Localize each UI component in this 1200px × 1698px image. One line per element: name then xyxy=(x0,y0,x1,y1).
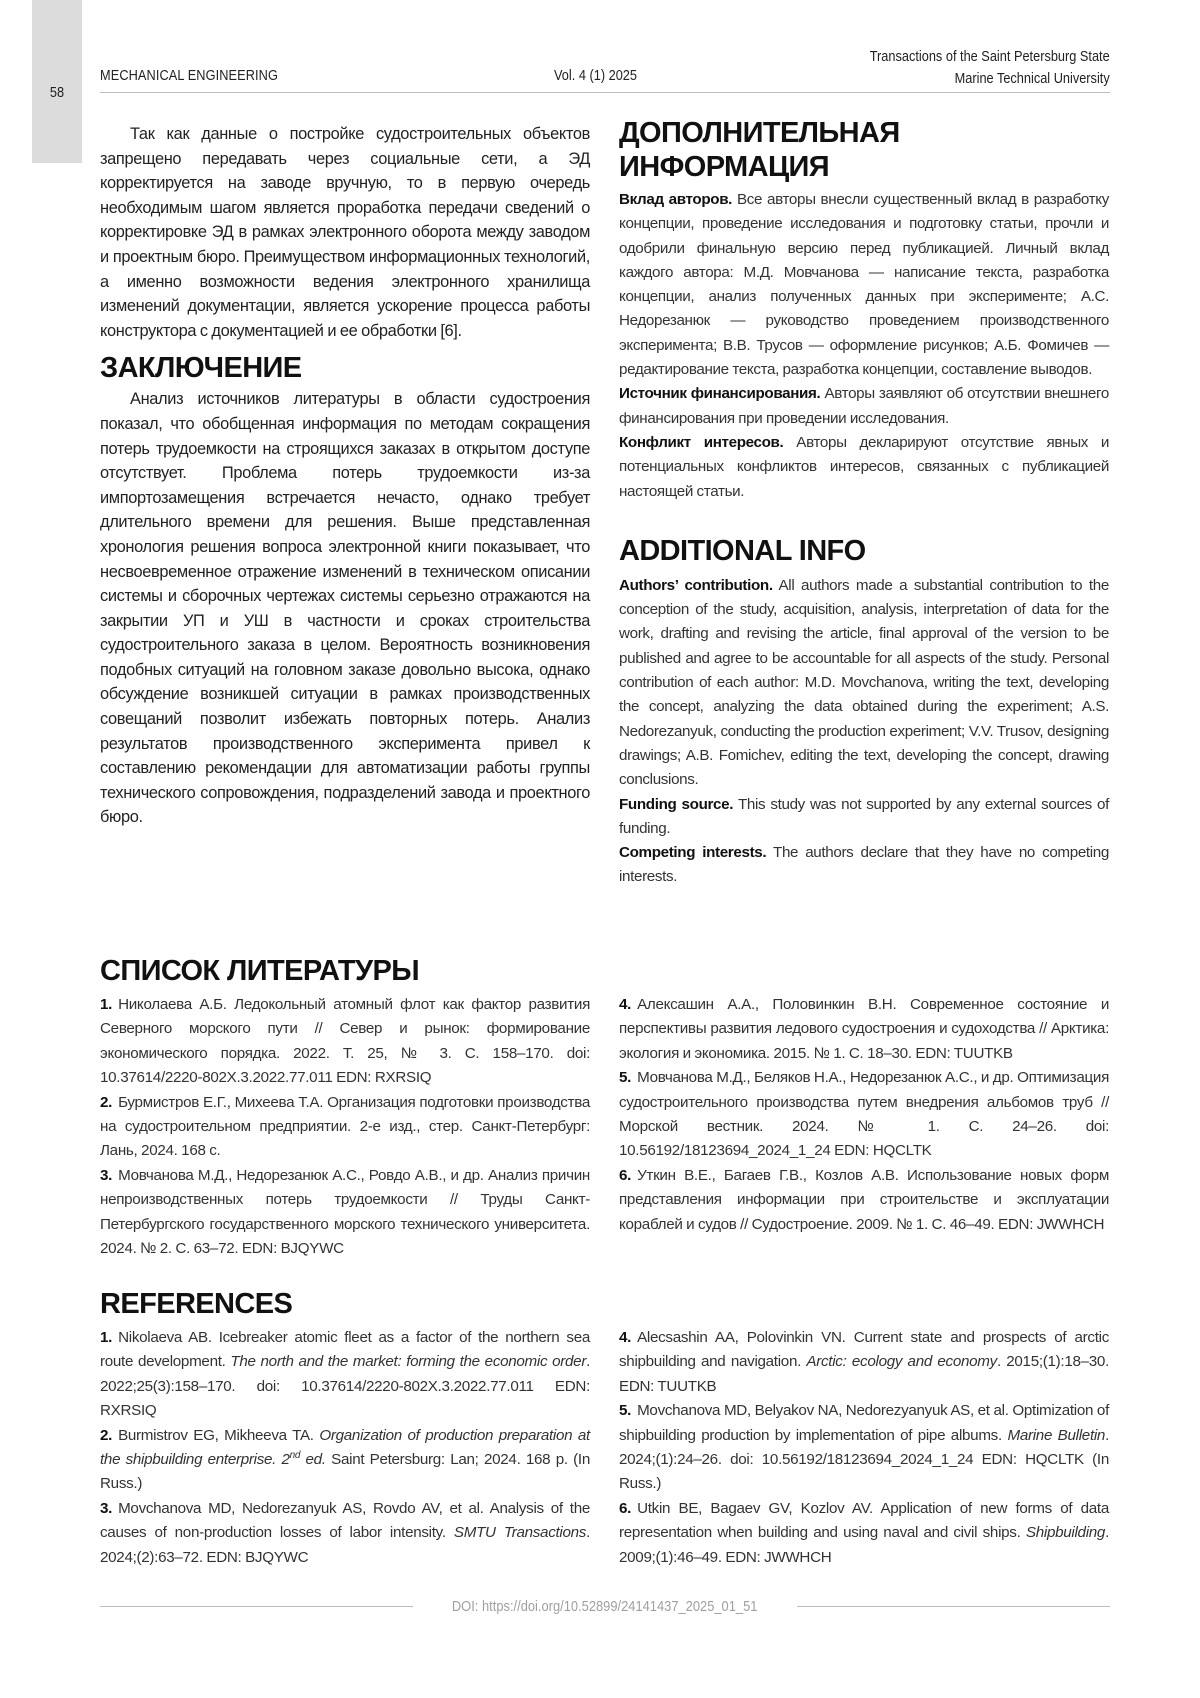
reference-text: Мовчанова М.Д., Недорезанюк А.С., Ровдо А.В., и др. Анализ причин непроизводственных потерь трудоемкости // Труды Санкт-Петербургского государственного морского технического университета. 2024. № 2. С. 63–72. EDN: BJQYWC xyxy=(100,1166,590,1258)
reference-details: Saint Petersburg: Lan; 2024. 168 p. (In Russ.) xyxy=(100,1451,590,1493)
reference-details: . 2024;(1):24–26. doi: 10.56192/18123694_2024_1_24 EDN: HQCLTK (In Russ.) xyxy=(619,1426,1109,1493)
footer-rule-left xyxy=(100,1606,413,1607)
additional-info-en xyxy=(619,574,1109,890)
reference-number: 5. xyxy=(619,1069,632,1087)
reference-details: . 2024;(2):63–72. EDN: BJQYWC xyxy=(100,1524,590,1566)
reference-superscript: nd xyxy=(289,1449,301,1461)
reference-number: 5. xyxy=(619,1402,632,1420)
info-text: Все авторы внесли существенный вклад в разработку концепции, проведение исследования и подготовку статьи, прочли и одобрили финальную версию перед публикацией. Личный вклад каждого автора: М.Д. Мовчанова — написание текста, разработка концепции, анализ полученных данных при эксперименте; А.С. Недорезанюк — руководство проведением производственного эксперимента; В.В. Трусов — оформление рисунков; А.Б. Фомичев — редактирование текста, разработка концепции, составление выводов. xyxy=(619,191,1110,379)
info-text: Авторы декларируют отсутствие явных и потенциальных конфликтов интересов, связанных с публикацией настоящей статьи. xyxy=(619,433,1109,500)
reference-item xyxy=(619,1066,1109,1164)
running-header xyxy=(100,40,1110,93)
reference-source: Marine Bulletin xyxy=(1007,1426,1106,1444)
info-label: Источник финансирования. xyxy=(619,385,821,403)
reference-item xyxy=(619,993,1109,1066)
reference-number: 1. xyxy=(100,1329,113,1346)
reference-number: 6. xyxy=(619,1499,632,1517)
conclusion-paragraph: Анализ источников литературы в области судостроения показал, что обобщенная информация по методам сокращения потерь трудоемкости на строящихся заказах в открытом доступе отсутствует. Проблема потерь трудоемкости из-за импортозамещения встречается нечасто, однако требует длительного времени для решения. Выше представленная хронология решения вопроса электронной книги показывает, что несвоевременное отражение изменений в техническом описании системы и сборочных чертежах системы серьезно отражаются на закрытии УП и УШ в частности и сроках строительства судостроительного заказа в целом. Вероятность возникновения подобных ситуаций на головном заказе довольно высока, однако обсуждение возникшей ситуации в рамках производственных совещаний позволит избежать повторных потерь. Анализ результатов производственного эксперимента привел к составлению рекомендации для автоматизации работы группы технического сопровождения, подразделений завода и проектного бюро. xyxy=(100,390,590,827)
info-text: Авторы заявляют об отсутствии внешнего финансирования при проведении исследования. xyxy=(619,385,1109,427)
reference-source: Shipbuilding xyxy=(1025,1524,1106,1542)
volume-info: Vol. 4 (1) 2025 xyxy=(554,68,638,84)
references-ru-left xyxy=(100,993,590,1261)
reference-item xyxy=(100,1164,590,1262)
references-en-right xyxy=(619,1326,1109,1570)
doi-link[interactable]: DOI: https://doi.org/10.52899/24141437_2025_01_51 xyxy=(452,1597,758,1615)
info-label: Authors’ contribution. xyxy=(619,576,773,594)
reference-source: SMTU Transactions xyxy=(453,1524,587,1542)
funding-source-en xyxy=(619,793,1109,842)
reference-item xyxy=(619,1164,1109,1237)
reference-item xyxy=(619,1497,1109,1570)
footer-rule-right xyxy=(797,1606,1110,1607)
doi-footer xyxy=(100,1594,1110,1618)
references-ru-heading: СПИСОК ЛИТЕРАТУРЫ xyxy=(100,955,419,987)
reference-text: Алексашин А.А., Половинкин В.Н. Современное состояние и перспективы развития ледового судостроения и судоходства // Арктика: экология и экономика. 2015. № 1. С. 18–30. EDN: TUUTKB xyxy=(619,996,1109,1062)
reference-item xyxy=(619,1399,1109,1497)
author-contribution-en xyxy=(619,574,1109,793)
reference-text: Бурмистров Е.Г., Михеева Т.А. Организация подготовки производства на судостроительном предприятии. 2-е изд., стер. Санкт-Петербург: Лань, 2024. 168 с. xyxy=(100,1093,590,1160)
right-column xyxy=(619,116,1109,890)
reference-item xyxy=(100,993,590,1091)
left-column xyxy=(100,122,590,830)
journal-title xyxy=(870,46,1110,90)
reference-number: 3. xyxy=(100,1166,113,1184)
conclusion-heading: ЗАКЛЮЧЕНИЕ xyxy=(100,352,302,385)
reference-item xyxy=(100,1424,590,1497)
reference-text: Burmistrov EG, Mikheeva TA. xyxy=(118,1426,320,1444)
info-label: Funding source. xyxy=(619,795,734,813)
additional-info-ru xyxy=(619,188,1109,504)
info-text: All authors made a substantial contribution to the conception of the study, acquisition, analysis, interpretation of data for the work, drafting and revising the article, final approval of the version to be published and agree to be accountable for all aspects of the study. Personal contribution of each author: M.D. Movchanova, writing the text, developing the concept, analyzing the data obtained during the experiment; A.S. Nedorezanyuk, conducting the production experiment; V.V. Trusov, designing drawings; A.B. Fomichev, editing the text, developing the concept, drawing conclusions. xyxy=(619,576,1109,789)
references-ru-section xyxy=(100,954,1110,988)
reference-number: 2. xyxy=(100,1426,113,1444)
reference-text: Movchanova MD, Nedorezanyuk AS, Rovdo AV, et al. Analysis of the causes of non-production losses of labor intensity. xyxy=(100,1499,590,1542)
info-text: The authors declare that they have no competing interests. xyxy=(619,844,1109,886)
reference-number: 4. xyxy=(619,1329,632,1346)
info-label: Competing interests. xyxy=(619,844,767,862)
competing-interests-en xyxy=(619,841,1109,890)
reference-item xyxy=(100,1091,590,1164)
reference-source: The north and the market: forming the economic order xyxy=(230,1353,587,1371)
reference-number: 4. xyxy=(619,996,632,1013)
author-contribution-ru xyxy=(619,188,1109,382)
info-label: Вклад авторов. xyxy=(619,191,733,208)
funding-source-ru xyxy=(619,382,1109,431)
reference-text: Movchanova MD, Belyakov NA, Nedorezyanyuk AS, et al. Optimization of shipbuilding production by implementation of pipe albums. xyxy=(619,1402,1109,1444)
references-ru-right xyxy=(619,993,1109,1237)
journal-title-line2: Marine Technical University xyxy=(954,71,1110,87)
intro-paragraph: Так как данные о постройке судостроительных объектов запрещено передавать через социальные сети, а ЭД корректируется на заводе вручную, то в первую очередь необходимым шагом является проработка передачи сведений о корректировке ЭД в рамках электронного оборота между заводом и проектным бюро. Преимуществом информационных технологий, а именно возможности ведения электронного хранилища изменений документации, является ускорение процесса работы конструктора с документацией и ее обработки [6]. xyxy=(100,125,590,340)
reference-number: 2. xyxy=(100,1093,113,1111)
conflict-of-interest-ru xyxy=(619,431,1109,504)
info-label: Конфликт интересов. xyxy=(619,433,784,451)
references-en-left xyxy=(100,1326,590,1570)
reference-text: Alecsashin AA, Polovinkin VN. Current state and prospects of arctic shipbuilding and navigation. xyxy=(619,1329,1109,1371)
reference-text: Nikolaeva AB. Icebreaker atomic fleet as a factor of the northern sea route development. xyxy=(100,1329,590,1371)
reference-source: Arctic: ecology and economy xyxy=(806,1353,997,1371)
reference-text: Мовчанова М.Д., Беляков Н.А., Недорезанюк А.С., и др. Оптимизация судостроительного производства путем внедрения альбомов труб // Морской вестник. 2024. № 1. С. 24–26. doi: 10.56192/18123694_2024_1_24 EDN: HQCLTK xyxy=(619,1069,1109,1160)
reference-item xyxy=(100,1497,590,1570)
reference-details: . 2022;25(3):158–170. doi: 10.37614/2220-802X.3.2022.77.011 EDN: RXRSIQ xyxy=(100,1353,590,1420)
reference-number: 6. xyxy=(619,1166,632,1184)
references-en-section xyxy=(100,1287,1110,1321)
journal-title-line1: Transactions of the Saint Petersburg State xyxy=(870,49,1110,65)
page-number: 58 xyxy=(49,84,65,101)
reference-edition: ed. xyxy=(300,1451,326,1469)
reference-text: Уткин В.Е., Багаев Г.В., Козлов А.В. Использование новых форм представления информации при строительстве и эксплуатации кораблей и судов // Судостроение. 2009. № 1. С. 46–49. EDN: JWWHCH xyxy=(619,1166,1109,1233)
reference-details: . 2009;(1):46–49. EDN: JWWHCH xyxy=(619,1524,1109,1566)
page-tab xyxy=(32,0,82,163)
reference-number: 3. xyxy=(100,1499,113,1517)
reference-item xyxy=(619,1326,1109,1399)
reference-source: Organization of production preparation at the shipbuilding enterprise. 2 xyxy=(100,1426,590,1469)
reference-details: . 2015;(1):18–30. EDN: TUUTKB xyxy=(619,1353,1109,1395)
additional-info-ru-heading: ДОПОЛНИТЕЛЬНАЯ ИНФОРМАЦИЯ xyxy=(619,117,900,183)
references-en-heading: REFERENCES xyxy=(100,1288,293,1320)
reference-text: Николаева А.Б. Ледокольный атомный флот как фактор развития Северного морского пути // Север и рынок: формирование экономического порядка. 2022. Т. 25, № 3. С. 158–170. doi: 10.37614/2220-802X.3.2022.77.011 EDN: RXRSIQ xyxy=(100,996,590,1087)
reference-item xyxy=(100,1326,590,1424)
reference-text: Utkin BE, Bagaev GV, Kozlov AV. Application of new forms of data representation when building and using naval and civil ships. xyxy=(619,1499,1109,1542)
section-name: MECHANICAL ENGINEERING xyxy=(100,68,279,84)
reference-number: 1. xyxy=(100,996,113,1013)
info-text: This study was not supported by any external sources of funding. xyxy=(619,795,1109,837)
additional-info-en-heading: ADDITIONAL INFO xyxy=(619,534,866,567)
